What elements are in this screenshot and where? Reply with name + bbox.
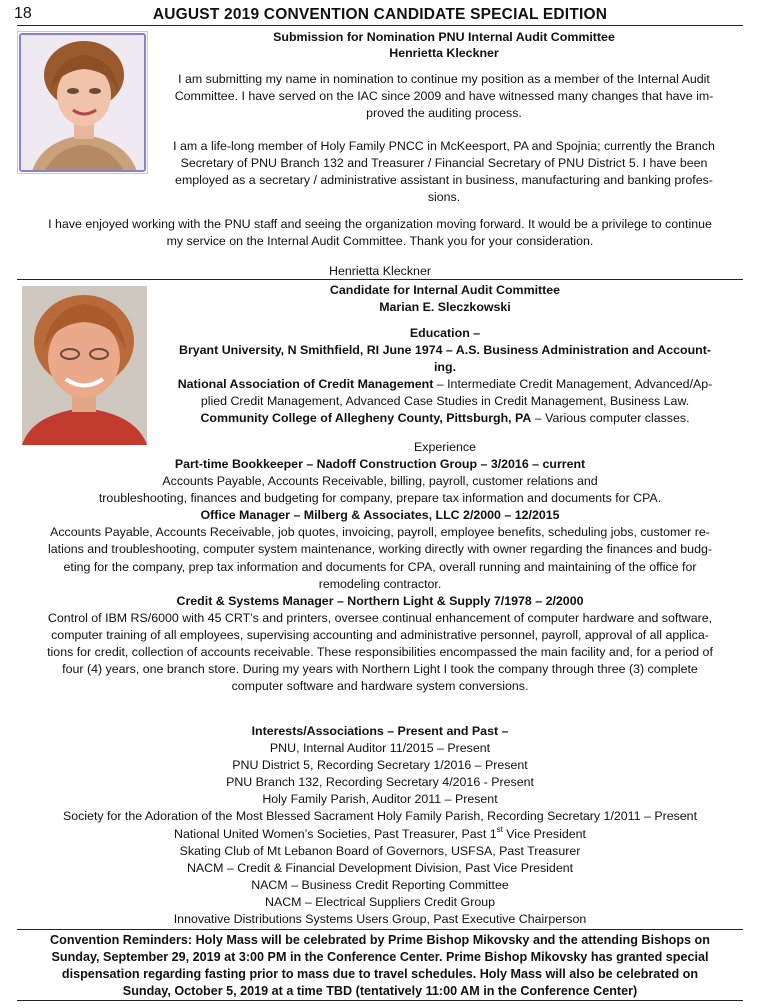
experience-heading: Experience — [414, 440, 476, 454]
education-item — [150, 376, 740, 393]
interest-item: Society for the Adoration of the Most Blessed Sacrament Holy Family Parish, Recording Secretary 1/2011 – Present — [62, 809, 698, 824]
candidate2-heading — [150, 282, 740, 316]
text-line: Accounts Payable, Accounts Receivable, billing, payroll, customer relations and — [162, 474, 598, 489]
text-line: dispensation regarding fasting prior to mass due to travel schedules. Holy Mass will also be celebrated on — [61, 967, 699, 981]
text-line: I am a life-long member of Holy Family PNCC in McKeesport, PA and Spojnia; currently the Branch — [173, 139, 715, 153]
candidate2-title: Candidate for Internal Audit Committee — [329, 283, 561, 297]
text-line: computer training of all employees, supervising accounting and administrative personnel, payroll, approval of all applica- — [51, 627, 709, 642]
text-line: Sunday, October 5, 2019 at a time TBD (tentatively 11:00 AM in the Conference Center) — [122, 984, 638, 998]
education-section — [150, 325, 740, 428]
text-line: Committee. I have served on the IAC since 2009 and have witnessed many changes that have im- — [174, 89, 714, 104]
text-fragment: – Various computer classes. — [531, 411, 690, 426]
text-line: tions for credit, collection of accounts receivable. These responsibilities encompassed the main facility and, for a period of — [47, 645, 713, 660]
text-fragment: Vice President — [502, 826, 586, 841]
text-line: Convention Reminders: Holy Mass will be celebrated by Prime Bishop Mikovsky and the attending Bishops on — [50, 933, 710, 947]
education-item: ing. — [433, 360, 457, 375]
candidate1-para1 — [148, 71, 740, 122]
interest-item: Innovative Distributions Systems Users Group, Past Executive Chairperson — [173, 912, 587, 927]
text-line: Accounts Payable, Accounts Receivable, job quotes, invoicing, payroll, employee benefits, scheduling jobs, customer re- — [50, 525, 710, 540]
text-fragment: National United Women’s Societies, Past Treasurer, Past 1 — [174, 826, 497, 841]
portrait-graphic — [21, 35, 146, 172]
text-line: employed as a secretary / administrative assistant in business, manufacturing and banking profes- — [175, 173, 713, 188]
candidate2-name: Marian E. Sleczkowski — [379, 300, 511, 314]
interest-item: Holy Family Parish, Auditor 2011 – Present — [262, 792, 498, 807]
footer-rule-top — [17, 929, 743, 930]
text-line: troubleshooting, finances and budgeting for company, prepare tax information and documents for CPA. — [98, 491, 662, 506]
text-line: Control of IBM RS/6000 with 45 CRT’s and printers, oversee continual enhancement of computer hardware and software, — [47, 610, 713, 625]
candidate1-photo — [17, 31, 148, 174]
candidate1-para2 — [148, 138, 740, 206]
interest-item: NACM – Credit & Financial Development Division, Past Vice President — [186, 860, 574, 875]
text-line: sions. — [427, 190, 461, 205]
interest-item — [14, 826, 746, 843]
job-title: Office Manager – Milberg & Associates, LLC 2/2000 – 12/2015 — [200, 508, 560, 523]
text-line: I am submitting my name in nomination to continue my position as a member of the Internal Audit — [178, 72, 710, 86]
education-item: plied Credit Management, Advanced Case Studies in Credit Management, Business Law. — [200, 394, 690, 409]
interest-item: PNU, Internal Auditor 11/2015 – Present — [269, 741, 491, 756]
section-rule — [17, 279, 743, 280]
text-line: lations and troubleshooting, computer system maintenance, working directly with owner regarding the finances and budg- — [48, 542, 712, 557]
experience-section — [14, 456, 746, 695]
footer-rule-bottom — [17, 1000, 743, 1001]
text-line: I have enjoyed working with the PNU staff and seeing the organization moving forward. It would be a privilege to continue — [48, 217, 712, 231]
candidate1-name: Henrietta Kleckner — [389, 45, 499, 60]
candidate1-title: Submission for Nomination PNU Internal Audit Committee — [273, 30, 615, 44]
candidate1-para3 — [14, 216, 746, 250]
text-line: Sunday, September 29, 2019 at 3:00 PM in the Conference Center. Prime Bishop Mikovsky has granted special — [51, 950, 709, 964]
text-line: four (4) years, one branch store. During my years with Northern Light I took the company through three (3) complete — [62, 662, 698, 677]
org-name: National Association of Credit Management — [177, 377, 434, 392]
text-line: Secretary of PNU Branch 132 and Treasurer / Financial Secretary of PNU District 5. I have been — [180, 156, 708, 171]
convention-reminders — [14, 932, 746, 1000]
portrait-graphic — [22, 286, 147, 445]
candidate1-signature: Henrietta Kleckner — [329, 264, 431, 278]
job-title: Credit & Systems Manager – Northern Light & Supply 7/1978 – 2/2000 — [176, 593, 584, 608]
interest-item: Skating Club of Mt Lebanon Board of Governors, USFSA, Past Treasurer — [179, 843, 581, 858]
candidate2-photo — [22, 286, 147, 445]
candidate1-heading — [148, 30, 740, 61]
interest-item: NACM – Business Credit Reporting Committee — [251, 877, 509, 892]
education-item: Bryant University, N Smithfield, RI June 1974 – A.S. Business Administration and Account- — [179, 343, 711, 358]
interests-heading: Interests/Associations – Present and Past – — [251, 724, 509, 738]
education-item — [150, 410, 740, 427]
page-number: 18 — [14, 5, 32, 22]
text-fragment: – Intermediate Credit Management, Advanced/Ap- — [433, 377, 713, 392]
text-line: eting for the company, prep tax information and documents for CPA, overall running and maintaining of the office for — [63, 559, 697, 574]
text-line: computer software and hardware system conversions. — [231, 679, 529, 694]
interest-item: PNU Branch 132, Recording Secretary 4/2016 - Present — [226, 775, 534, 790]
education-heading: Education – — [409, 326, 481, 340]
interests-section — [14, 723, 746, 928]
text-line: proved the auditing process. — [366, 106, 522, 121]
interest-item: PNU District 5, Recording Secretary 1/2016 – Present — [232, 758, 528, 773]
header-rule — [17, 25, 743, 26]
ordinal-suffix: st — [496, 824, 503, 834]
edition-title: AUGUST 2019 CONVENTION CANDIDATE SPECIAL EDITION — [152, 6, 608, 23]
job-title: Part-time Bookkeeper – Nadoff Construction Group – 3/2016 – current — [174, 457, 586, 471]
org-name: Community College of Allegheny County, Pittsburgh, PA — [200, 411, 532, 426]
text-line: my service on the Internal Audit Committee. Thank you for your consideration. — [166, 234, 594, 249]
text-line: remodeling contractor. — [318, 576, 442, 591]
interest-item: NACM – Electrical Suppliers Credit Group — [265, 894, 495, 909]
